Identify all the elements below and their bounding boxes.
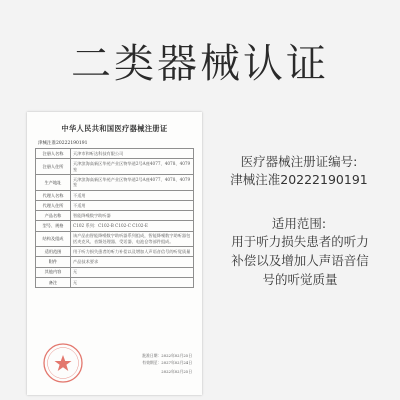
certificate-row xyxy=(36,211,194,221)
scope-line: 号的听觉质量 xyxy=(262,272,338,287)
registration-certificate xyxy=(27,112,202,395)
row-value: 无 xyxy=(71,277,194,287)
certificate-row xyxy=(36,200,194,210)
row-value: 无 xyxy=(71,267,194,277)
row-value: C102 系列：C102-B C102-C C102-E xyxy=(71,221,194,231)
approval-date: 批准日期：2022年02月25日 xyxy=(142,353,192,358)
row-value: 天津滨海高新区华苑产业区物华道2号A座4077、4078、4079室 xyxy=(71,174,194,190)
row-label: 代理人住所 xyxy=(36,200,71,210)
row-label: 产品名称 xyxy=(36,211,71,221)
row-value: 产品技术要求 xyxy=(71,257,194,267)
row-label: 结构及组成 xyxy=(36,231,71,247)
valid-until-date: 有效期至：2027年02月24日 xyxy=(142,360,192,365)
certificate-number xyxy=(35,140,194,146)
page-headline: 二类器械认证 xyxy=(71,41,329,87)
row-label: 备注 xyxy=(36,277,71,287)
certificate-row xyxy=(36,221,194,231)
row-label: 生产地址 xyxy=(36,174,71,190)
scope-description xyxy=(212,232,388,289)
row-value: 用于听力损失患者的听力补偿以及增加人声语音信号的听觉质量 xyxy=(71,247,194,257)
certificate-row xyxy=(36,174,194,190)
row-label: 其他内容 xyxy=(36,267,71,277)
registration-number-label: 医疗器械注册证编号: xyxy=(240,154,358,169)
row-label: 注册人名称 xyxy=(36,149,71,159)
certificate-row xyxy=(36,159,194,175)
row-label: 注册人住所 xyxy=(36,159,71,175)
certificate-row xyxy=(36,267,194,277)
certificate-row xyxy=(36,231,194,247)
scope-line: 用于听力损失患者的听力 xyxy=(231,234,369,249)
certificate-title: 中华人民共和国医疗器械注册证 xyxy=(61,124,168,133)
row-value: 不适用 xyxy=(71,200,194,210)
certificate-row xyxy=(36,277,194,287)
row-label: 代理人名称 xyxy=(36,190,71,200)
scope-line: 补偿以及增加人声语音信 xyxy=(231,253,369,268)
certificate-table xyxy=(35,148,194,288)
certificate-row xyxy=(36,190,194,200)
scope-label: 适用范围: xyxy=(271,216,327,231)
official-seal-icon xyxy=(41,341,85,385)
row-value: 该产品由智能降噪数字助听器系列组成，智能降噪数字助听器包括麦克风、音频处理器、受话器、电池仓等部件组成。 xyxy=(71,231,194,247)
certificate-number-value: 津械注准20222190191 xyxy=(38,141,88,146)
row-value: 不适用 xyxy=(71,190,194,200)
certificate-row xyxy=(36,247,194,257)
certificate-footer xyxy=(35,347,194,387)
row-label: 附件 xyxy=(36,257,71,267)
row-value: 天津滨海高新区华苑产业区物华道2号A座4077、4078、4079室 xyxy=(71,159,194,175)
row-value: 天津市和听达科技有限公司 xyxy=(71,149,194,159)
certificate-row xyxy=(36,149,194,159)
registration-number-value: 津械注准20222190191 xyxy=(230,172,368,187)
row-value: 智能降噪数字助听器 xyxy=(71,211,194,221)
certificate-row xyxy=(36,257,194,267)
row-label: 型号、规格 xyxy=(36,221,71,231)
issue-date: 2022年02月25日 xyxy=(161,369,192,374)
row-label: 适用范围 xyxy=(36,247,71,257)
